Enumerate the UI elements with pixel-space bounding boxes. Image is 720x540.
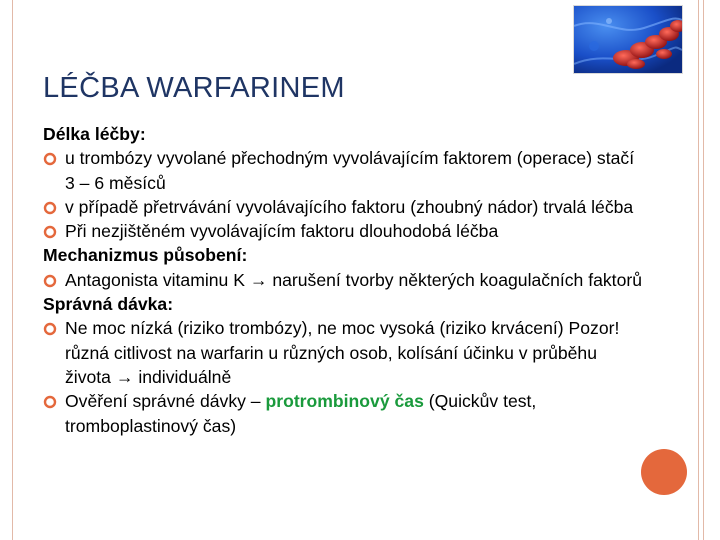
frame-line-left [12,0,13,540]
list-item [43,219,643,243]
bullet-icon [43,225,57,239]
list-item [43,316,643,389]
list-item [43,195,643,219]
bullet-icon [43,322,57,336]
list-item [43,146,643,195]
list-item-dose-check [43,389,643,438]
list-item-text: Při nezjištěném vyvolávajícím faktoru dlouhodobá léčba [65,221,499,242]
dose-check-tail: (Quickův test, tromboplastinový čas) [65,391,537,436]
blood-vessel-image [573,5,683,74]
prothrombin-time-highlight: protrombinový čas [265,391,424,412]
bullet-icon [43,395,57,409]
section-heading-mechanism: Mechanizmus působení: [43,245,248,266]
list-item [43,268,643,292]
slide-corner-circle [641,449,687,495]
list-item-text: Antagonista vitaminu K → narušení tvorby některých koagulačních faktorů [65,269,642,290]
section-heading-duration: Délka léčby: [43,124,146,144]
bullet-icon [43,152,57,166]
bullet-icon [43,201,57,215]
list-item-text: u trombózy vyvolané přechodným vyvolávajícím faktorem (operace) stačí 3 – 6 měsíců [65,148,635,193]
slide-title: LÉČBA WARFARINEM [43,72,345,104]
section-heading-dose: Správná dávka: [43,294,174,315]
blood-vessel-illustration [574,6,682,73]
slide-content [43,122,643,438]
dose-check-text: Ověření správné dávky – [65,391,266,412]
frame-line-right-outer [703,0,704,540]
list-item-text: Ne moc nízká (riziko trombózy), ne moc vysoká (riziko krvácení) Pozor! různá citlivost na warfarin u různých osob, kolísání účinku v průběhu života → individuálně [65,318,620,387]
bullet-icon [43,274,57,288]
frame-line-right [698,0,699,540]
list-item-text: v případě přetrvávání vyvolávajícího faktoru (zhoubný nádor) trvalá léčba [65,196,634,217]
